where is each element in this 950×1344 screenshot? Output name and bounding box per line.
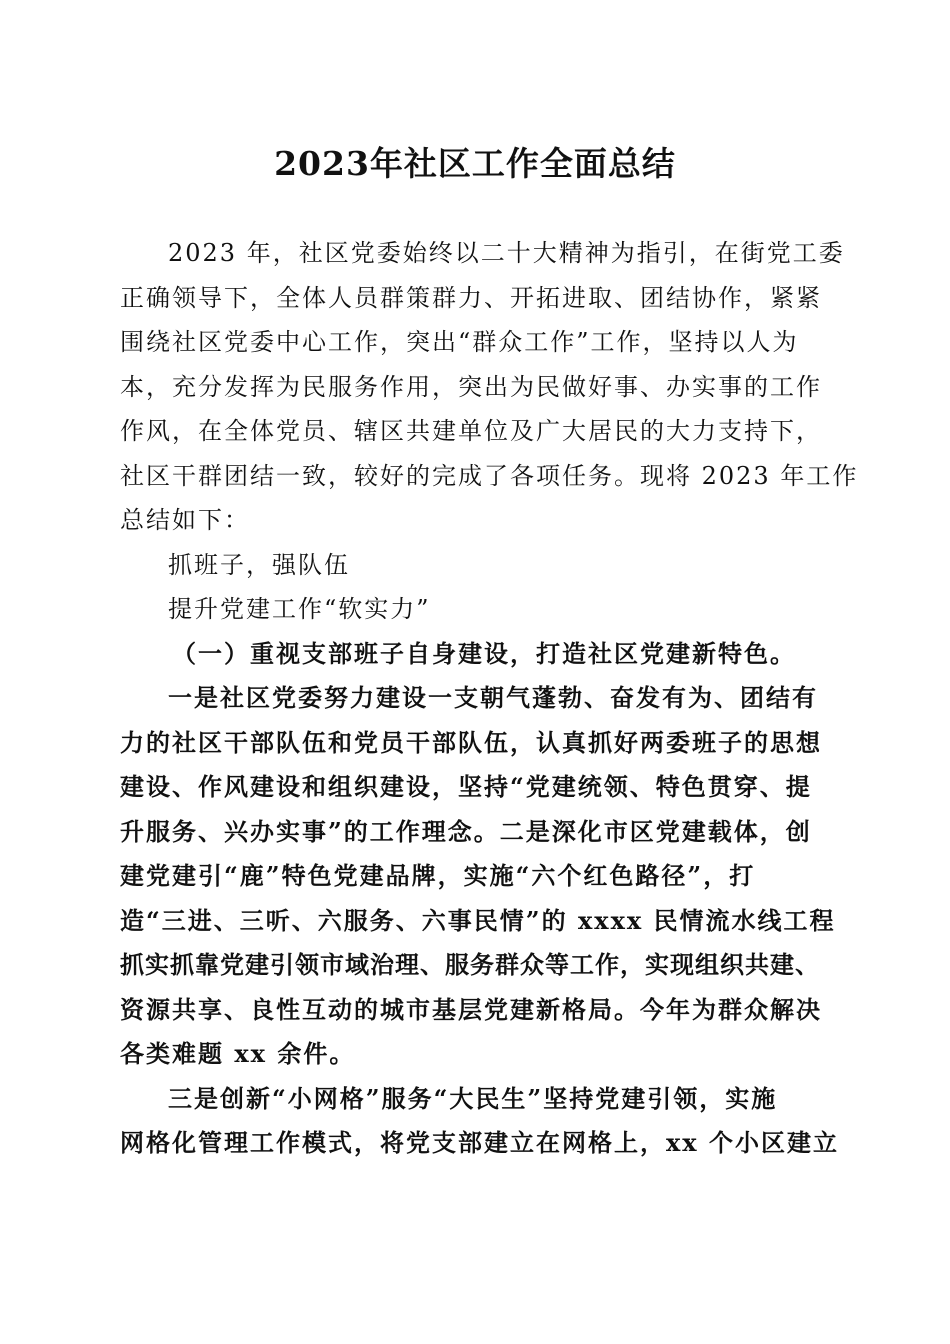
body-line: 一是社区党委努力建设一支朝气蓬勃、奋发有为、团结有 — [168, 683, 818, 712]
section-heading: 抓班子，强队伍 — [168, 551, 350, 579]
body-line: 升服务、兴办实事”的工作理念。二是深化市区党建载体，创 — [120, 817, 812, 846]
body-line: 网格化管理工作模式，将党支部建立在网格上，xx 个小区建立 — [120, 1128, 839, 1157]
body-line: 造“三进、三听、六服务、六事民情”的 xxxx 民情流水线工程 — [120, 906, 836, 935]
subsection-heading: （一）重视支部班子自身建设，打造社区党建新特色。 — [172, 639, 796, 668]
body-line: 资源共享、良性互动的城市基层党建新格局。今年为群众解决 — [120, 995, 822, 1024]
intro-line: 社区干群团结一致，较好的完成了各项任务。现将 2023 年工作 — [120, 462, 859, 490]
intro-line: 正确领导下，全体人员群策群力、开拓进取、团结协作，紧紧 — [120, 284, 822, 312]
body-line: 力的社区干部队伍和党员干部队伍，认真抓好两委班子的思想 — [120, 728, 822, 757]
section-heading: 提升党建工作“软实力” — [168, 595, 431, 623]
body-line: 建设、作风建设和组织建设，坚持“党建统领、特色贯穿、提 — [120, 772, 812, 801]
intro-line: 围绕社区党委中心工作，突出“群众工作”工作，坚持以人为 — [120, 328, 799, 356]
body-line: 抓实抓靠党建引领市域治理、服务群众等工作，实现组织共建、 — [120, 950, 820, 979]
intro-line: 总结如下： — [120, 506, 250, 534]
intro-line: 作风，在全体党员、辖区共建单位及广大居民的大力支持下， — [120, 417, 822, 445]
document-title: 2023年社区工作全面总结 — [274, 144, 676, 183]
intro-line: 本，充分发挥为民服务作用，突出为民做好事、办实事的工作 — [120, 373, 822, 401]
body-line: 建党建引“鹿”特色党建品牌，实施“六个红色路径”，打 — [120, 861, 756, 890]
intro-line: 2023 年，社区党委始终以二十大精神为指引，在街党工委 — [168, 239, 845, 267]
body-line: 三是创新“小网格”服务“大民生”坚持党建引领，实施 — [168, 1084, 778, 1113]
body-line: 各类难题 xx 余件。 — [120, 1039, 356, 1068]
